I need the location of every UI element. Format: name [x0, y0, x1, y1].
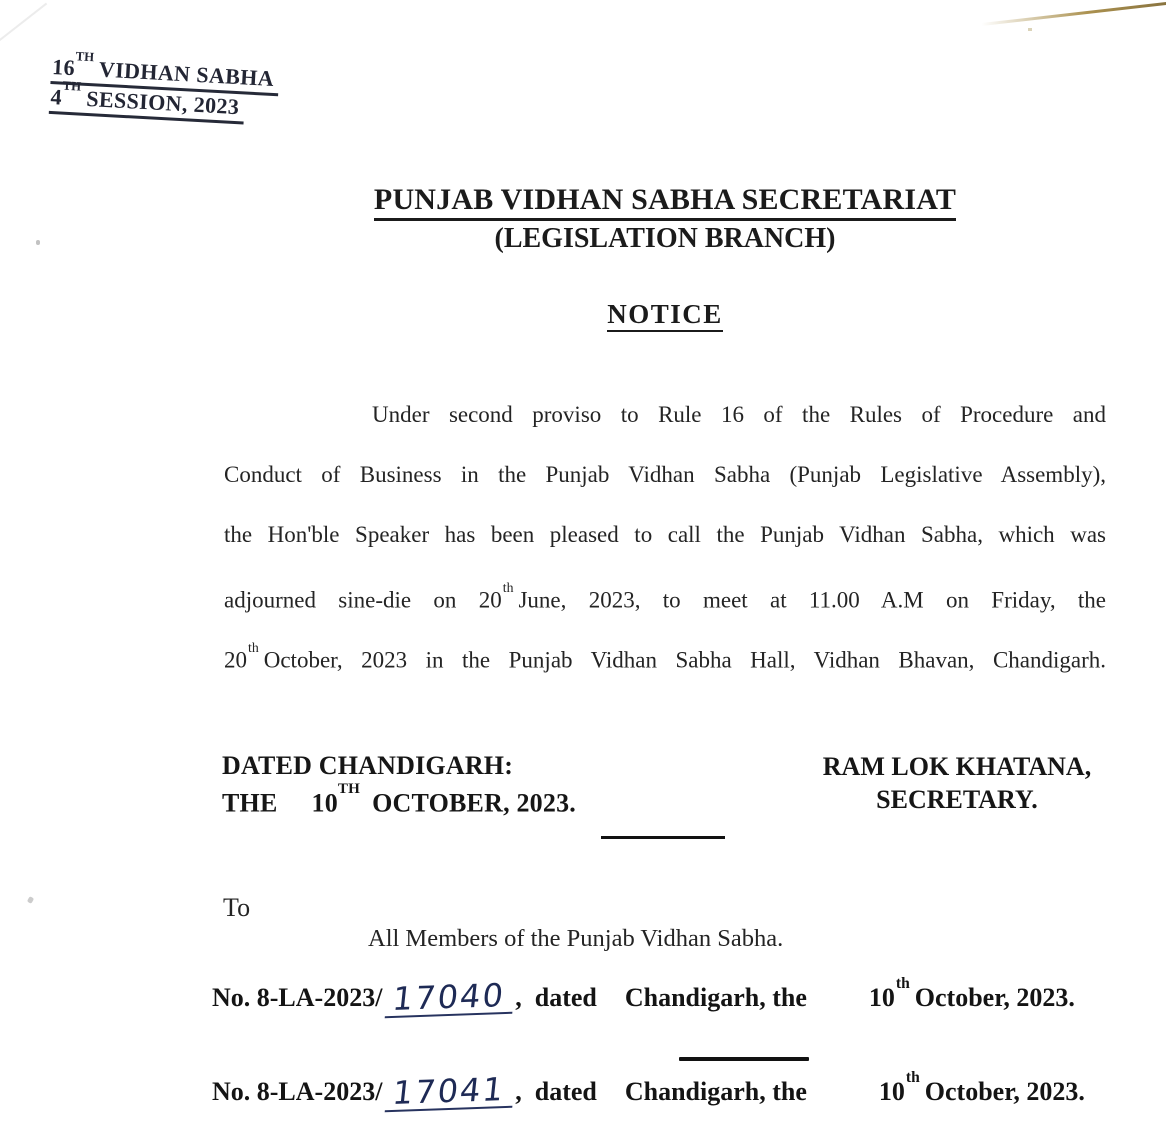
ref-date-month-year: October, 2023.	[914, 983, 1075, 1012]
ordinal-suffix: th	[248, 639, 259, 655]
ref-dated-label: dated	[534, 1077, 597, 1106]
divider-rule-2	[679, 1057, 809, 1061]
paragraph-line-2: Conduct of Business in the Punjab Vidhan Sabha (Punjab Legislative Assembly),	[224, 462, 1106, 487]
stamp-assembly-number: 16	[51, 54, 76, 81]
ref-date	[878, 1069, 1085, 1107]
ordinal-suffix: th	[905, 1069, 920, 1087]
paragraph-line-1: Under second proviso to Rule 16 of the Rules of Procedure and	[372, 402, 1106, 427]
ref-comma: ,	[515, 983, 522, 1012]
stamp-session-number: 4	[50, 83, 63, 110]
paragraph-line-5-text: 20	[224, 647, 247, 673]
secretary-title: SECRETARY.	[876, 785, 1038, 814]
notice-heading-text: NOTICE	[607, 299, 723, 332]
scan-speck	[27, 896, 34, 904]
dateline-place: DATED CHANDIGARH:	[222, 751, 514, 780]
ref-date	[868, 975, 1075, 1013]
scan-speck	[1028, 28, 1032, 31]
ref-prefix: No. 8-LA-2023/	[212, 983, 383, 1012]
body-paragraph	[224, 385, 1106, 685]
signature-block	[810, 750, 1104, 816]
ref-date-month-year: October, 2023.	[924, 1077, 1085, 1106]
ref-dated-label: dated	[534, 983, 597, 1012]
ref-date-day: 10	[868, 983, 895, 1012]
page-title	[224, 183, 1106, 217]
paragraph-line-5-text: October, 2023 in the Punjab Vidhan Sabha Hall, Vidhan Bhavan, Chandigarh.	[263, 647, 1106, 673]
stamp-assembly-text: VIDHAN SABHA	[92, 56, 275, 92]
dateline-block	[222, 750, 576, 820]
ref-number-handwritten-1: 17040	[385, 979, 516, 1018]
ref-line-1	[212, 975, 1075, 1018]
ordinal-suffix: TH	[337, 780, 361, 797]
secretary-name: RAM LOK KHATANA,	[822, 752, 1092, 781]
addressee-line: All Members of the Punjab Vidhan Sabha.	[368, 925, 784, 952]
ref-number-handwritten-2: 17041	[385, 1073, 516, 1112]
ref-place: Chandigarh, the	[624, 983, 807, 1012]
stamp-session-text: SESSION, 2023	[79, 85, 240, 120]
notice-heading	[224, 299, 1106, 330]
dateline-day: 10	[311, 788, 338, 818]
divider-rule-1	[601, 836, 725, 839]
scan-speck	[36, 240, 40, 245]
scan-artifact-top-left	[0, 3, 47, 48]
ref-date-day: 10	[878, 1077, 905, 1106]
ordinal-suffix: th	[502, 579, 514, 595]
ref-prefix: No. 8-LA-2023/	[212, 1077, 383, 1106]
paragraph-line-5	[224, 625, 1106, 685]
session-stamp	[49, 48, 280, 126]
paragraph-line-4	[224, 565, 1106, 625]
branch-subtitle: (LEGISLATION BRANCH)	[494, 223, 836, 254]
ref-line-2	[212, 1069, 1085, 1112]
ref-comma: ,	[515, 1077, 522, 1106]
ordinal-suffix: TH	[62, 78, 82, 94]
paragraph-line-4-text: adjourned sine-die on 20	[224, 587, 502, 613]
ref-place: Chandigarh, the	[624, 1077, 807, 1106]
to-label: To	[223, 893, 251, 922]
scan-artifact-top-right	[981, 1, 1166, 26]
ordinal-suffix: TH	[75, 48, 95, 64]
ordinal-suffix: th	[895, 975, 910, 993]
page-title-text: PUNJAB VIDHAN SABHA SECRETARIAT	[374, 183, 956, 221]
dateline-the: THE	[222, 788, 278, 818]
dateline-month-year: OCTOBER, 2023.	[372, 788, 576, 818]
paragraph-line-3: the Hon'ble Speaker has been pleased to call the Punjab Vidhan Sabha, which was	[224, 522, 1106, 547]
dateline-date	[222, 782, 576, 820]
paragraph-line-4-text: June, 2023, to meet at 11.00 A.M on Friday, the	[518, 587, 1107, 613]
